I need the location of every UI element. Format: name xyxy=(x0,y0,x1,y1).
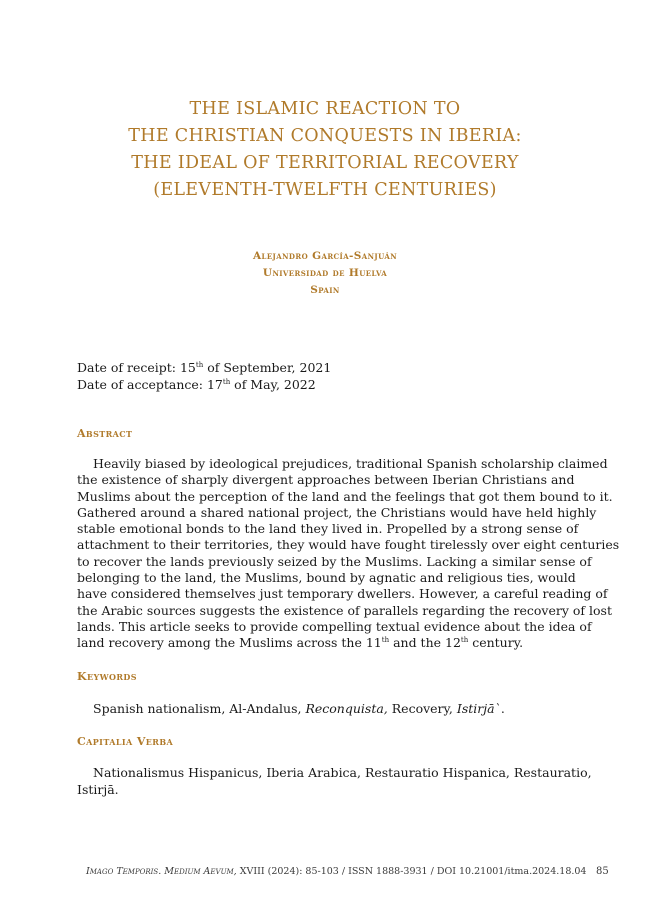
acceptance-prefix: Date of acceptance: 17 xyxy=(77,377,223,392)
date-of-receipt xyxy=(77,359,331,376)
abstract-last-a: land recovery among the Muslims across the 11 xyxy=(77,635,382,651)
capitalia-verba-list xyxy=(77,764,592,798)
acceptance-ordinal: th xyxy=(222,378,231,386)
date-of-acceptance xyxy=(77,376,331,393)
author-block xyxy=(100,248,550,299)
keyword-italic: Istirjā` xyxy=(456,701,501,716)
title-line-4: (ELEVENTH-TWELFTH CENTURIES) xyxy=(153,180,497,200)
abstract-body xyxy=(77,456,620,652)
abstract-line: belonging to the land, the Muslims, bound by agnatic and religious ties, would xyxy=(77,570,576,586)
ordinal-sup: th xyxy=(460,636,469,645)
abstract-last-b: and the 12 xyxy=(389,635,461,651)
journal-details: XVIII (2024): 85-103 / ISSN 1888-3931 / DOI 10.21001/itma.2024.18.04 xyxy=(236,866,587,877)
author-country: Spain xyxy=(310,284,340,296)
abstract-heading: Abstract xyxy=(77,427,133,440)
abstract-line: attachment to their territories, they would have fought tirelessly over eight centuries xyxy=(77,537,620,553)
title-line-3: THE IDEAL OF TERRITORIAL RECOVERY xyxy=(131,153,519,173)
abstract-line: Muslims about the perception of the land and the feelings that got them bound to it. xyxy=(77,488,613,504)
abstract-line: Gathered around a shared national project, the Christians would have held highly xyxy=(77,504,597,520)
keywords-heading: Keywords xyxy=(77,670,137,683)
abstract-line: Heavily biased by ideological prejudices, traditional Spanish scholarship claimed xyxy=(93,456,608,471)
title-line-2: THE CHRISTIAN CONQUESTS IN IBERIA: xyxy=(128,126,522,146)
abstract-line: the existence of sharply divergent approaches between Iberian Christians and xyxy=(77,472,575,488)
article-title xyxy=(60,96,590,204)
abstract-line: the Arabic sources suggests the existence of parallels regarding the recovery of lost xyxy=(77,602,612,618)
abstract-line: have considered themselves just temporary dwellers. However, a careful reading of xyxy=(77,586,608,602)
keywords-text: Spanish nationalism, Al-Andalus, xyxy=(93,701,306,716)
author-affiliation: Universidad de Huelva xyxy=(262,267,388,279)
submission-dates xyxy=(77,359,331,393)
capitalia-line: Istirjā. xyxy=(77,782,119,797)
title-line-1: THE ISLAMIC REACTION TO xyxy=(189,99,461,119)
abstract-last-c: century. xyxy=(468,635,524,651)
receipt-prefix: Date of receipt: 15 xyxy=(77,360,196,375)
author-name: Alejandro García-Sanjuán xyxy=(252,250,398,262)
abstract-line: lands. This article seeks to provide compelling textual evidence about the idea of xyxy=(77,618,592,634)
abstract-line: stable emotional bonds to the land they lived in. Propelled by a strong sense of xyxy=(77,521,579,537)
receipt-suffix: of September, 2021 xyxy=(203,360,332,375)
keywords-text: Recovery, xyxy=(387,701,457,716)
receipt-ordinal: th xyxy=(195,361,204,369)
capitalia-verba-heading: Capitalia Verba xyxy=(77,735,174,748)
acceptance-suffix: of May, 2022 xyxy=(230,377,316,392)
keyword-italic: Reconquista, xyxy=(305,701,388,716)
keywords-text: . xyxy=(500,701,505,716)
keywords-list xyxy=(93,700,505,717)
abstract-last-line xyxy=(77,635,574,651)
ordinal-sup: th xyxy=(381,636,390,645)
abstract-line: to recover the lands previously seized by the Muslims. Lacking a similar sense of xyxy=(77,553,592,569)
journal-footer xyxy=(86,866,586,877)
journal-name: Imago Temporis. Medium Aevum, xyxy=(86,866,237,877)
page-number: 85 xyxy=(596,866,609,877)
capitalia-line: Nationalismus Hispanicus, Iberia Arabica, Restauratio Hispanica, Restauratio, xyxy=(93,765,592,780)
